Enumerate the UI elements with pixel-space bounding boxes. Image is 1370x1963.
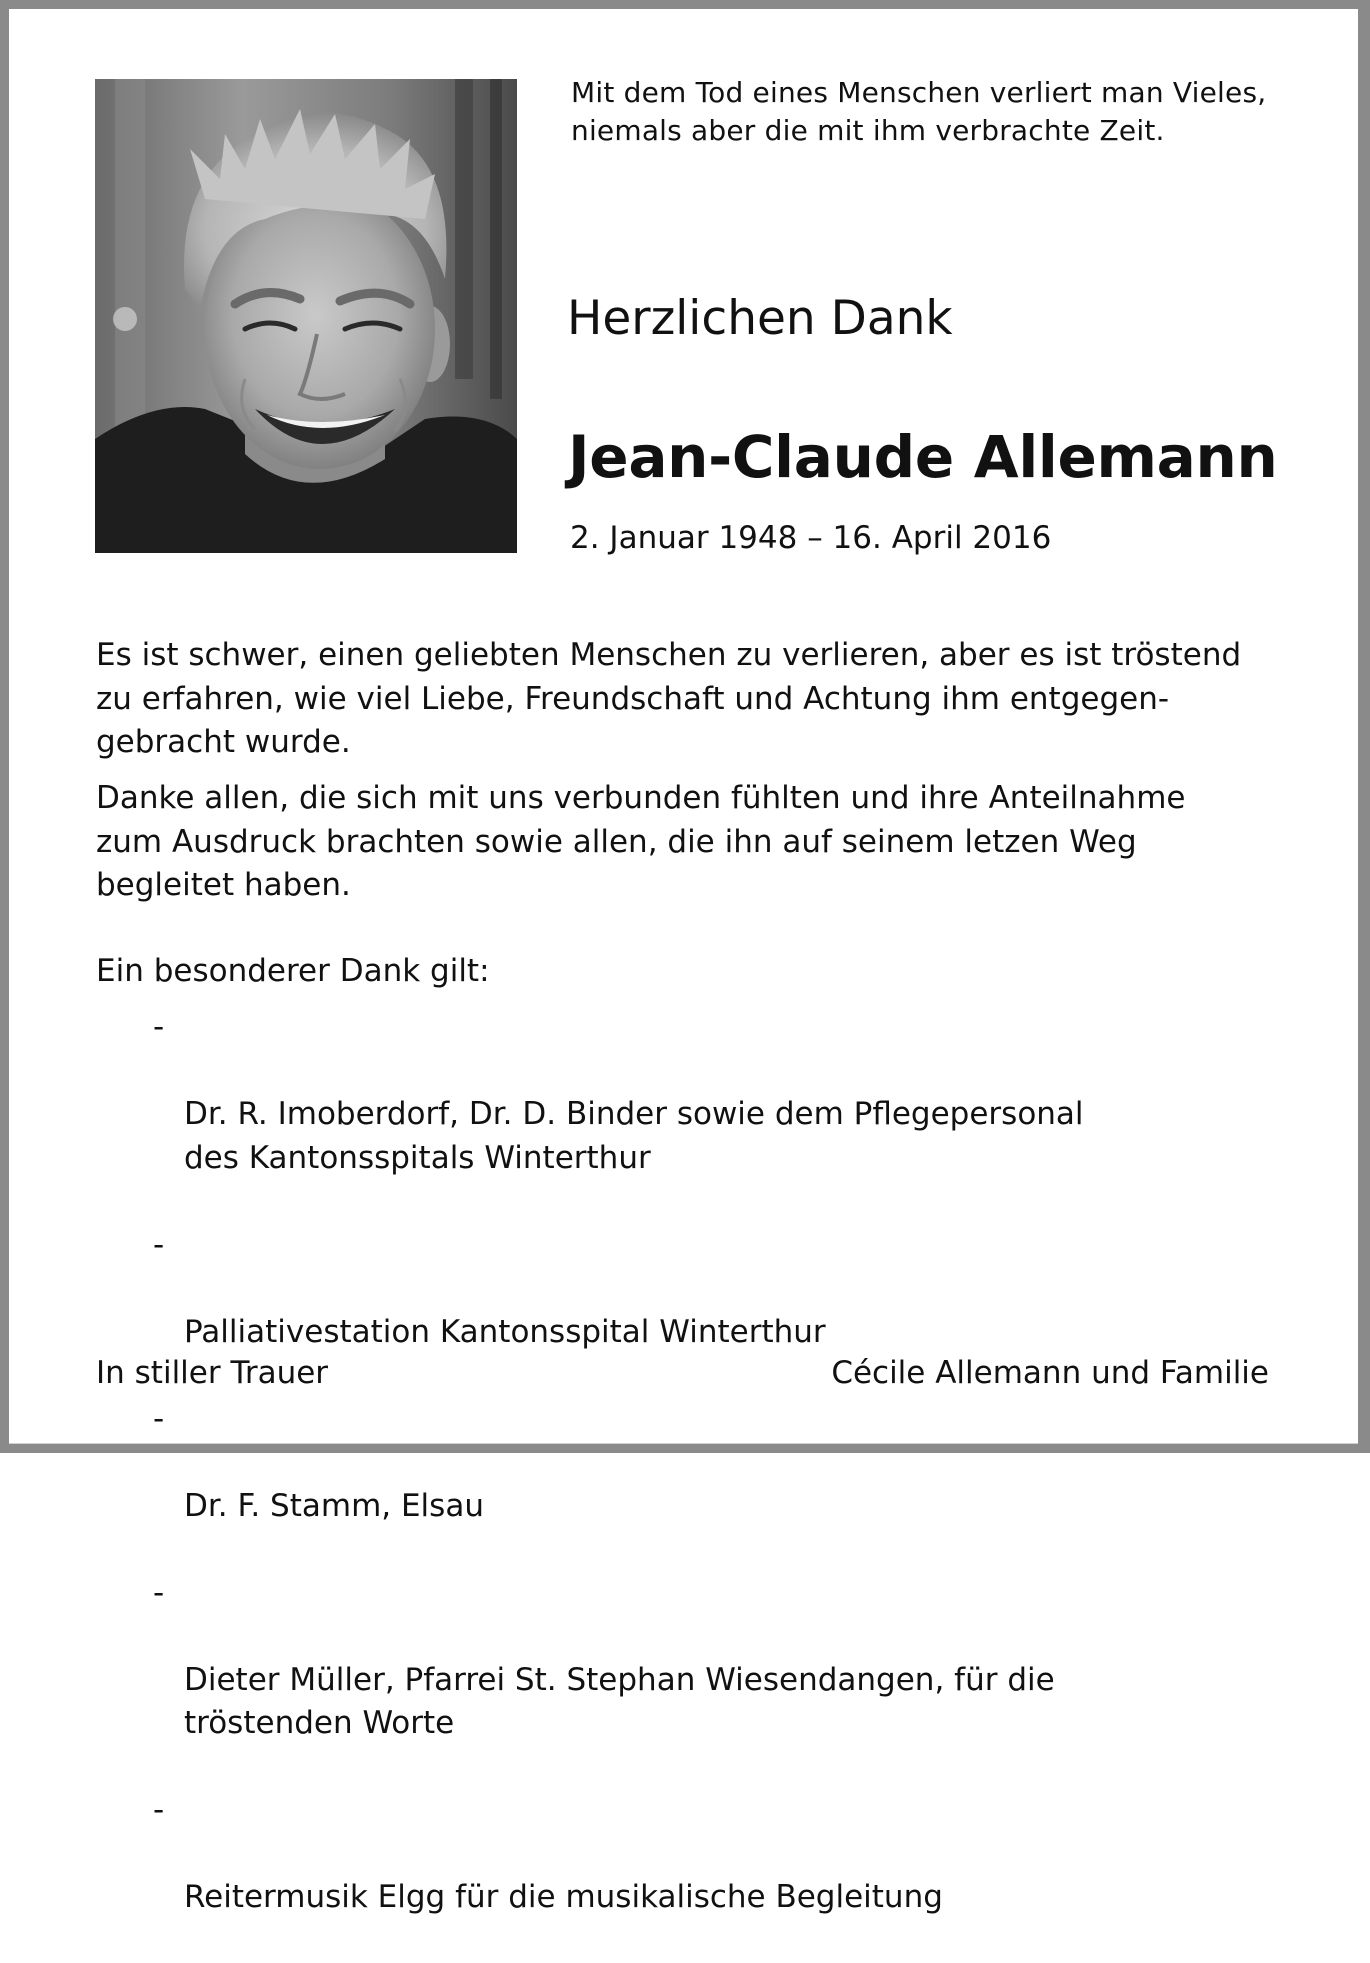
list-item-text: Reitermusik Elgg für die musikalische Begleitung: [184, 1879, 943, 1915]
list-item-text: Dieter Müller, Pfarrei St. Stephan Wiesendangen, für die tröstenden Worte: [184, 1661, 1055, 1741]
thanks-list: [150, 1006, 1084, 1963]
paragraph-comfort: Es ist schwer, einen geliebten Menschen zu verlieren, aber es ist tröstend zu erfahren, wie viel Liebe, Freundschaft und Achtung ihm entgegen- gebracht wurde.: [96, 637, 1242, 760]
list-dash: -: [153, 1009, 165, 1045]
list-item: [150, 1789, 1084, 1963]
list-item-text: Dr. F. Stamm, Elsau: [184, 1487, 484, 1524]
list-item-text: Palliativestation Kantonsspital Winterthur: [184, 1313, 826, 1350]
heading-thanks: Herzlichen Dank: [567, 291, 953, 346]
list-item: [150, 1572, 1084, 1790]
list-dash: -: [153, 1400, 165, 1437]
deceased-name: Jean-Claude Allemann: [568, 423, 1278, 491]
paragraph-gratitude: Danke allen, die sich mit uns verbunden fühlten und ihre Anteilnahme zum Ausdruck brachten sowie allen, die ihn auf seinem letzen Weg begleitet haben.: [96, 780, 1186, 903]
list-dash: -: [153, 1226, 165, 1263]
mourning-closing: In stiller Trauer: [96, 1355, 329, 1391]
special-thanks-label: Ein besonderer Dank gilt:: [96, 953, 490, 989]
list-item: [150, 1398, 1084, 1572]
memorial-quote: Mit dem Tod eines Menschen verliert man Vieles, niemals aber die mit ihm verbrachte Zeit.: [571, 76, 1267, 147]
list-dash: -: [153, 1792, 165, 1828]
list-dash: -: [153, 1574, 165, 1611]
portrait-illustration: [95, 79, 517, 553]
list-item: [150, 1006, 1084, 1224]
family-signature: Cécile Allemann und Familie: [831, 1355, 1269, 1391]
list-item-text: Dr. R. Imoberdorf, Dr. D. Binder sowie dem Pflegepersonal des Kantonsspitals Winterthur: [184, 1096, 1084, 1176]
portrait-photo: [95, 79, 517, 553]
life-dates: 2. Januar 1948 – 16. April 2016: [570, 520, 1052, 556]
